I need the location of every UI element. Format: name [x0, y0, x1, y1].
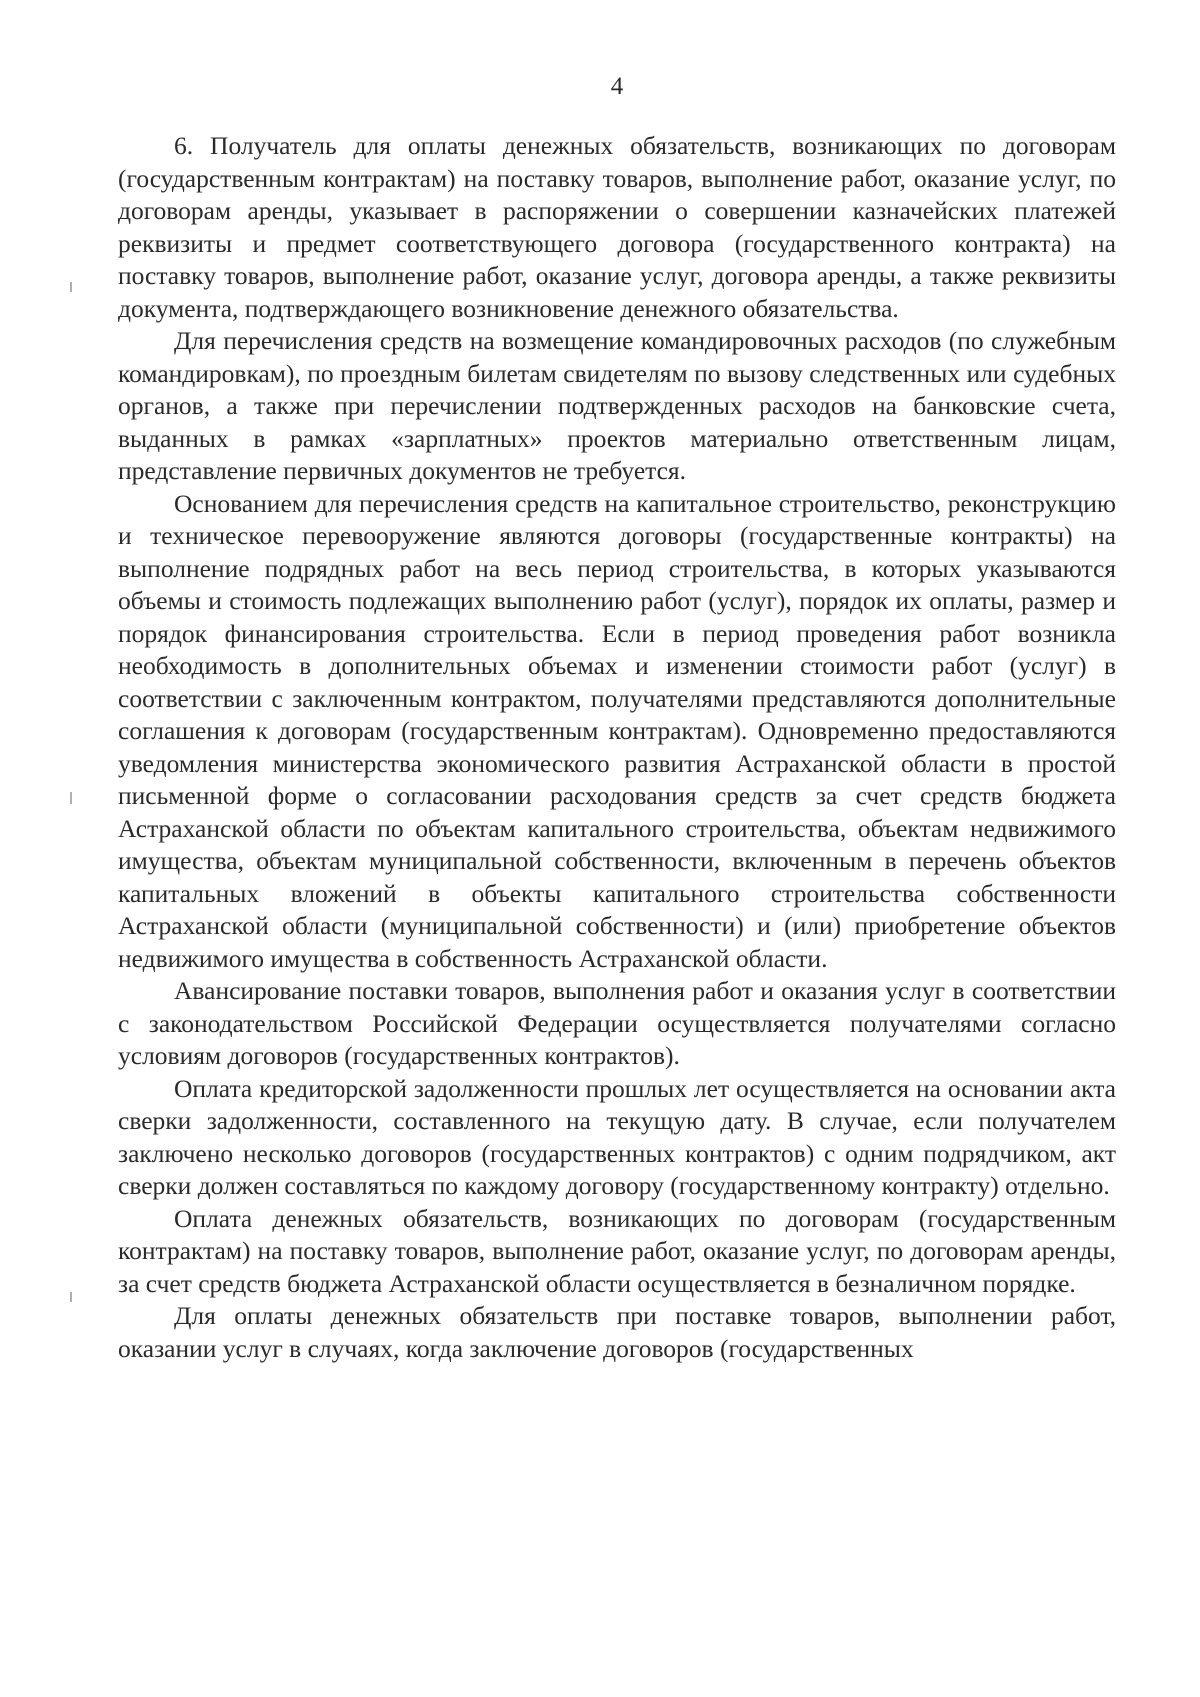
scan-margin-mark [70, 282, 72, 292]
paragraph-travel-expenses: Для перечисления средств на возмещение командировочных расходов (по служебным командировкам), по проездным билетам свидетелям по вызову следственных или судебных органов, а также при перечислении подтвержденных расходов на банковские счета, выданных в рамках «зарплатных» проектов материально ответственным лицам, представление первичных документов не требуется. [118, 326, 1116, 485]
paragraph-cashless-payment: Оплата денежных обязательств, возникающих по договорам (государственным контрактам) на поставку товаров, выполнение работ, оказание услуг, по договорам аренды, за счет средств бюджета Астраханской области осуществляется в безналичном порядке. [118, 1203, 1116, 1298]
scan-margin-mark [70, 792, 72, 804]
paragraph-advance-payment: Авансирование поставки товаров, выполнения работ и оказания услуг в соответствии с законодательством Российской Федерации осуществляется получателями согласно условиям договоров (государственных контрактов). [118, 976, 1116, 1070]
paragraph-accounts-payable: Оплата кредиторской задолженности прошлых лет осуществляется на основании акта сверки задолженности, составленного на текущую дату. В случае, если получателем заключено несколько договоров (государственных контрактов) с одним подрядчиком, акт сверки должен составляться по каждому договору (государственному контракту) отдельно. [118, 1073, 1116, 1200]
paragraph-monetary-obligations: Для оплаты денежных обязательств при поставке товаров, выполнении работ, оказании услуг в случаях, когда заключение договоров (государственных [118, 1301, 1116, 1363]
scan-margin-mark [70, 1292, 72, 1302]
body-text [118, 130, 1116, 1365]
paragraph-item-6: 6. Получатель для оплаты денежных обязательств, возникающих по договорам (государственным контрактам) на поставку товаров, выполнение работ, оказание услуг, по договорам аренды, указывает в распоряжении о совершении казначейских платежей реквизиты и предмет соответствующего договора (государственного контракта) на поставку товаров, выполнение работ, оказание услуг, договора аренды, а также реквизиты документа, подтверждающего возникновение денежного обязательства. [118, 131, 1116, 323]
page-number: 4 [610, 73, 624, 100]
paragraph-capital-construction: Основанием для перечисления средств на капитальное строительство, реконструкцию и техническое перевооружение являются договоры (государственные контракты) на выполнение подрядных работ на весь период строительства, в которых указываются объемы и стоимость подлежащих выполнению работ (услуг), порядок их оплаты, размер и порядок финансирования строительства. Если в период проведения работ возникла необходимость в дополнительных объемах и изменении стоимости работ (услуг) в соответствии с заключенным контрактом, получателями представляются дополнительные соглашения к договорам (государственным контрактам). Одновременно предоставляются уведомления министерства экономического развития Астраханской области в простой письменной форме о согласовании расходования средств за счет средств бюджета Астраханской области по объектам капитального строительства, объектам недвижимого имущества, объектам муниципальной собственности, включенным в перечень объектов капитальных вложений в объекты капитального строительства собственности Астраханской области (муниципальной собственности) и (или) приобретение объектов недвижимого имущества в собственность Астраханской области. [118, 488, 1116, 973]
